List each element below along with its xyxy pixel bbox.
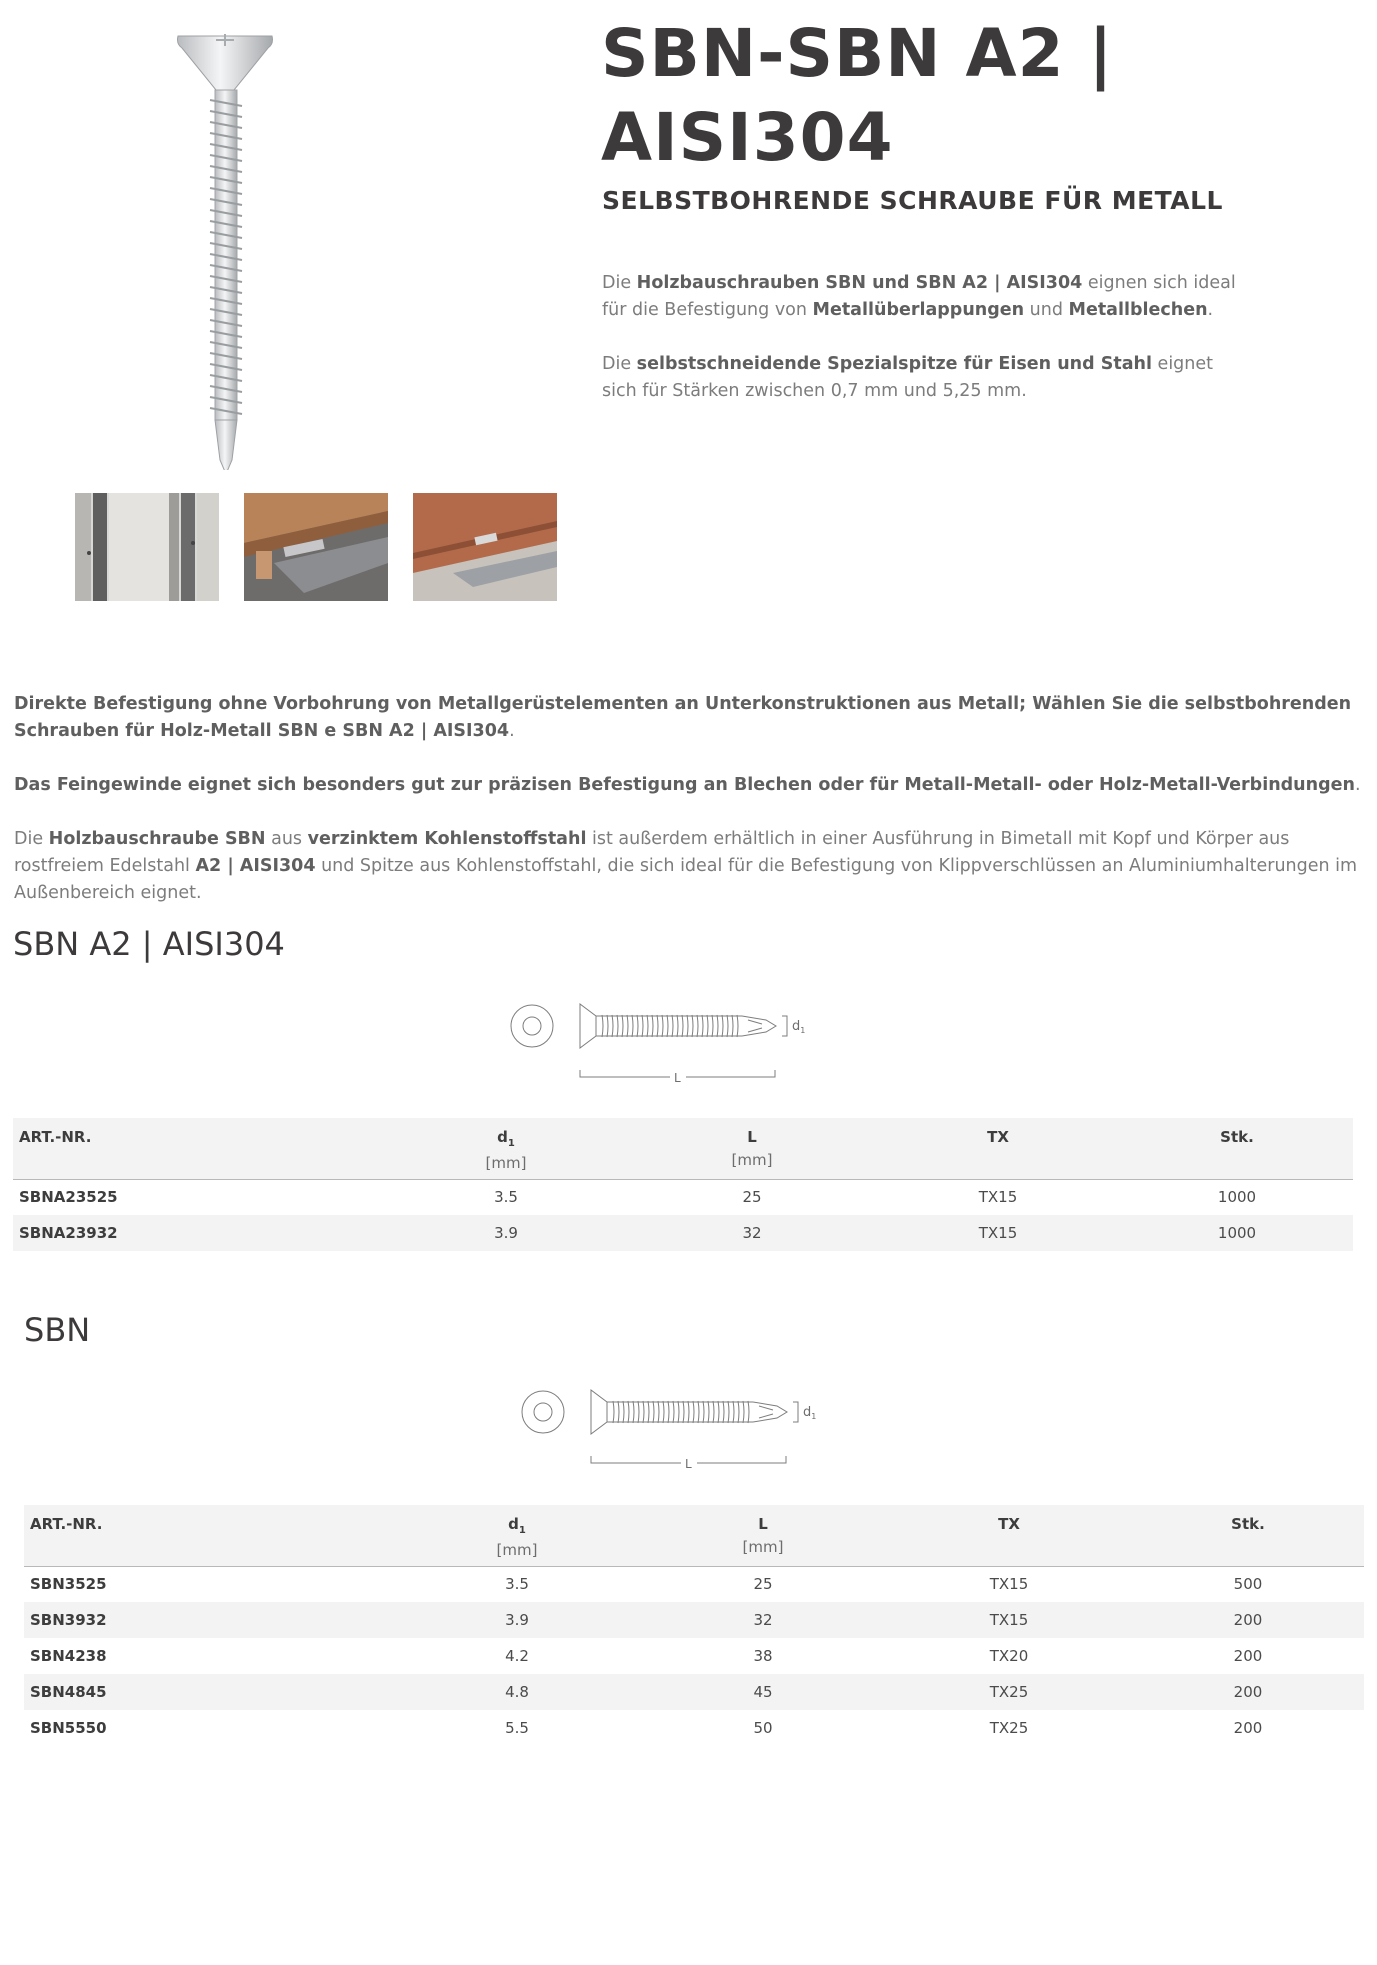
thread-line bbox=[642, 1015, 643, 1037]
thread-line bbox=[643, 1401, 644, 1423]
thread-line bbox=[692, 1015, 693, 1037]
product-intro bbox=[602, 270, 1242, 432]
thread-line bbox=[683, 1401, 684, 1423]
thumbnail-metal-profiles[interactable] bbox=[75, 493, 219, 601]
drill-flute bbox=[748, 1020, 762, 1032]
length-label: L bbox=[685, 1457, 692, 1471]
table-row bbox=[13, 1179, 1353, 1215]
column-header bbox=[383, 1118, 629, 1179]
thread-line bbox=[613, 1401, 614, 1423]
thread-line bbox=[657, 1015, 658, 1037]
thread-line bbox=[658, 1401, 659, 1423]
emphasis-text: Holzbauschraube SBN bbox=[48, 829, 266, 849]
column-header-label: L bbox=[747, 1128, 757, 1146]
table-cell: 200 bbox=[1233, 1683, 1263, 1701]
thread-line bbox=[668, 1401, 669, 1423]
diameter-subscript: 1 bbox=[800, 1026, 806, 1035]
table-cell: TX25 bbox=[989, 1683, 1029, 1701]
table-cell: TX15 bbox=[978, 1224, 1018, 1242]
description-paragraph bbox=[14, 691, 1364, 745]
thread-line bbox=[652, 1015, 653, 1037]
torx-recess bbox=[534, 1403, 552, 1421]
column-header bbox=[875, 1118, 1121, 1179]
length-label: L bbox=[674, 1071, 681, 1085]
spec-table-sbn-a2 bbox=[13, 1118, 1353, 1251]
thread-line bbox=[732, 1015, 733, 1037]
diameter-subscript: 1 bbox=[811, 1412, 817, 1421]
table-cell: 3.9 bbox=[505, 1611, 529, 1629]
table-row bbox=[24, 1638, 1364, 1674]
body-text: eignen sich ideal für die Befestigung von bbox=[602, 273, 1236, 320]
product-description bbox=[14, 691, 1364, 934]
thread-line bbox=[662, 1015, 663, 1037]
screw-head-side bbox=[580, 1004, 596, 1048]
thread-line bbox=[712, 1015, 713, 1037]
body-text: . bbox=[509, 721, 515, 741]
body-text: . bbox=[1354, 775, 1361, 795]
body-text: und bbox=[1024, 300, 1069, 320]
emphasis-text: Holzbauschrauben SBN und SBN A2 | AISI304 bbox=[636, 273, 1083, 293]
thread-line bbox=[612, 1015, 613, 1037]
thread-line bbox=[688, 1401, 689, 1423]
thread-line bbox=[728, 1401, 729, 1423]
table-cell: 3.5 bbox=[505, 1575, 529, 1594]
thread-line bbox=[713, 1401, 714, 1423]
thread-line bbox=[682, 1015, 683, 1037]
thumbnail-gallery bbox=[75, 493, 557, 601]
body-text: ist außerdem erhältlich in einer Ausführung in Bimetall mit Kopf und Körper aus rostfreiem Edelstahl bbox=[14, 829, 1290, 876]
table-row bbox=[24, 1710, 1364, 1746]
thread-line bbox=[637, 1015, 638, 1037]
column-header-label: d bbox=[508, 1515, 519, 1533]
table-cell: 32 bbox=[742, 1224, 762, 1242]
table-cell: 1000 bbox=[1217, 1224, 1257, 1242]
thread-line bbox=[748, 1401, 749, 1423]
intro-paragraph bbox=[602, 351, 1242, 405]
thread-line bbox=[707, 1015, 708, 1037]
description-paragraph bbox=[14, 826, 1364, 907]
thread-line bbox=[623, 1401, 624, 1423]
column-header-subscript: 1 bbox=[518, 1525, 526, 1536]
thread-line bbox=[678, 1401, 679, 1423]
thread-line bbox=[622, 1015, 623, 1037]
screw-head-side bbox=[591, 1390, 607, 1434]
table-row bbox=[13, 1215, 1353, 1251]
column-header bbox=[640, 1505, 886, 1566]
thread-line bbox=[618, 1401, 619, 1423]
diameter-bracket bbox=[793, 1402, 798, 1422]
thread-line bbox=[703, 1401, 704, 1423]
thread-line bbox=[628, 1401, 629, 1423]
table-cell: TX15 bbox=[989, 1575, 1029, 1594]
column-header-unit: [mm] bbox=[485, 1154, 527, 1172]
article-number-cell: SBNA23525 bbox=[19, 1188, 118, 1207]
thread-line bbox=[633, 1401, 634, 1423]
table-cell: 50 bbox=[753, 1719, 773, 1737]
table-cell: TX20 bbox=[989, 1647, 1029, 1665]
table-cell: TX15 bbox=[989, 1611, 1029, 1629]
column-header bbox=[13, 1118, 383, 1179]
body-text: und Spitze aus Kohlenstoffstahl, die sich ideal für die Befestigung von Klippverschlüssen an Aluminiumhalterungen im Außenbereich eignet. bbox=[14, 856, 1358, 903]
product-subtitle: SELBSTBOHRENDE SCHRAUBE FÜR METALL bbox=[602, 186, 1223, 215]
emphasis-text: Metallblechen bbox=[1068, 300, 1208, 320]
thread-line bbox=[677, 1015, 678, 1037]
product-image bbox=[160, 30, 290, 470]
column-header bbox=[629, 1118, 875, 1179]
screw-dimension-diagram bbox=[510, 998, 850, 1097]
thread-line bbox=[733, 1401, 734, 1423]
column-header-label: Stk. bbox=[1231, 1515, 1265, 1533]
thread-line bbox=[702, 1015, 703, 1037]
body-text: eignet sich für Stärken zwischen 0,7 mm und 5,25 mm. bbox=[602, 354, 1214, 401]
intro-paragraph bbox=[602, 270, 1242, 324]
thread-line bbox=[663, 1401, 664, 1423]
table-cell: 25 bbox=[753, 1575, 773, 1594]
table-cell: 32 bbox=[753, 1611, 773, 1629]
thread-line bbox=[743, 1401, 744, 1423]
body-text: Die bbox=[602, 273, 637, 293]
thread-line bbox=[602, 1015, 603, 1037]
body-text: aus bbox=[265, 829, 308, 849]
thread-line bbox=[667, 1015, 668, 1037]
emphasis-text: verzinktem Kohlenstoffstahl bbox=[307, 829, 587, 849]
thread-line bbox=[718, 1401, 719, 1423]
thumbnail-deck-clips[interactable] bbox=[244, 493, 388, 601]
column-header-label: L bbox=[758, 1515, 768, 1533]
table-cell: 500 bbox=[1233, 1575, 1263, 1594]
column-header bbox=[1132, 1505, 1364, 1566]
thread-line bbox=[627, 1015, 628, 1037]
article-number-cell: SBN3525 bbox=[30, 1575, 107, 1594]
table-cell: 25 bbox=[742, 1188, 762, 1207]
thread-line bbox=[722, 1015, 723, 1037]
article-number-cell: SBN3932 bbox=[30, 1611, 107, 1629]
thread-line bbox=[693, 1401, 694, 1423]
body-text: Die bbox=[14, 829, 49, 849]
column-header bbox=[394, 1505, 640, 1566]
emphasis-text: Metallüberlappungen bbox=[812, 300, 1025, 320]
emphasis-text: selbstschneidende Spezialspitze für Eisen und Stahl bbox=[636, 354, 1152, 374]
table-row bbox=[24, 1602, 1364, 1638]
emphasis-text: A2 | AISI304 bbox=[195, 856, 316, 876]
thread-line bbox=[737, 1015, 738, 1037]
table-cell: 200 bbox=[1233, 1719, 1263, 1737]
spec-table-sbn bbox=[24, 1505, 1364, 1746]
description-paragraph bbox=[14, 772, 1364, 799]
table-cell: 3.9 bbox=[494, 1224, 518, 1242]
thread-line bbox=[717, 1015, 718, 1037]
column-header-unit: [mm] bbox=[742, 1538, 784, 1556]
article-number-cell: SBN4238 bbox=[30, 1647, 107, 1665]
column-header-label: ART.-NR. bbox=[30, 1515, 103, 1533]
table-cell: 3.5 bbox=[494, 1188, 518, 1207]
article-number-cell: SBNA23932 bbox=[19, 1224, 118, 1242]
table-cell: 45 bbox=[753, 1683, 773, 1701]
table-row bbox=[24, 1674, 1364, 1710]
thread-line bbox=[648, 1401, 649, 1423]
table-cell: TX25 bbox=[989, 1719, 1029, 1737]
column-header bbox=[886, 1505, 1132, 1566]
thread-line bbox=[738, 1401, 739, 1423]
body-text: Die bbox=[602, 354, 637, 374]
screw-head-top-view bbox=[522, 1391, 564, 1433]
thread-line bbox=[647, 1015, 648, 1037]
thread-line bbox=[673, 1401, 674, 1423]
emphasis-text: Direkte Befestigung ohne Vorbohrung von Metallgerüstelementen an Unterkonstruktionen aus Metall; Wählen Sie die selbstbohrenden Schrauben für Holz-Metall SBN e SBN A2 | AISI304 bbox=[14, 694, 1352, 741]
table-cell: 4.8 bbox=[505, 1683, 529, 1701]
thread-line bbox=[617, 1015, 618, 1037]
table-cell: 5.5 bbox=[505, 1719, 529, 1737]
thread-line bbox=[607, 1015, 608, 1037]
drill-tip bbox=[742, 1016, 776, 1036]
column-header-label: TX bbox=[987, 1128, 1009, 1146]
column-header-unit: [mm] bbox=[731, 1151, 773, 1169]
thread-line bbox=[723, 1401, 724, 1423]
table-cell: TX15 bbox=[978, 1188, 1018, 1207]
column-header-label: d bbox=[497, 1128, 508, 1146]
diameter-label: $d_1$ bbox=[803, 1405, 817, 1421]
table-cell: 38 bbox=[753, 1647, 773, 1665]
thread-line bbox=[727, 1015, 728, 1037]
thread-line bbox=[672, 1015, 673, 1037]
table-cell: 4.2 bbox=[505, 1647, 529, 1665]
column-header bbox=[1121, 1118, 1353, 1179]
thread-line bbox=[697, 1015, 698, 1037]
screw-head-top-view bbox=[511, 1005, 553, 1047]
drill-tip bbox=[753, 1402, 787, 1422]
thread-line bbox=[698, 1401, 699, 1423]
column-header-subscript: 1 bbox=[507, 1138, 515, 1149]
torx-recess bbox=[523, 1017, 541, 1035]
body-text: . bbox=[1207, 300, 1214, 320]
drill-flute bbox=[759, 1406, 773, 1418]
column-header-label: TX bbox=[998, 1515, 1020, 1533]
column-header-label: ART.-NR. bbox=[19, 1128, 92, 1146]
table-cell: 200 bbox=[1233, 1647, 1263, 1665]
diameter-bracket bbox=[782, 1016, 787, 1036]
emphasis-text: Das Feingewinde eignet sich besonders gut zur präzisen Befestigung an Blechen oder für Metall-Metall- oder Holz-Metall-Verbindungen bbox=[14, 775, 1355, 795]
table-header-row bbox=[13, 1118, 1353, 1179]
column-header-unit: [mm] bbox=[496, 1541, 538, 1559]
table-cell: 1000 bbox=[1217, 1188, 1257, 1207]
section-title-sbn-a2: SBN A2 | AISI304 bbox=[13, 925, 285, 963]
section-title-sbn: SBN bbox=[24, 1311, 91, 1349]
thread-line bbox=[687, 1015, 688, 1037]
thumbnail-deck-installation[interactable] bbox=[413, 493, 557, 601]
table-row bbox=[24, 1566, 1364, 1602]
column-header bbox=[24, 1505, 394, 1566]
product-title: SBN-SBN A2 | AISI304 bbox=[601, 15, 1114, 176]
thread-line bbox=[653, 1401, 654, 1423]
table-header-row bbox=[24, 1505, 1364, 1566]
thread-line bbox=[632, 1015, 633, 1037]
thread-line bbox=[708, 1401, 709, 1423]
screw-dimension-diagram bbox=[521, 1384, 861, 1483]
table-cell: 200 bbox=[1233, 1611, 1263, 1629]
column-header-label: Stk. bbox=[1220, 1128, 1254, 1146]
diameter-label: $d_1$ bbox=[792, 1019, 806, 1035]
thread-line bbox=[638, 1401, 639, 1423]
article-number-cell: SBN4845 bbox=[30, 1683, 107, 1701]
article-number-cell: SBN5550 bbox=[30, 1719, 107, 1737]
